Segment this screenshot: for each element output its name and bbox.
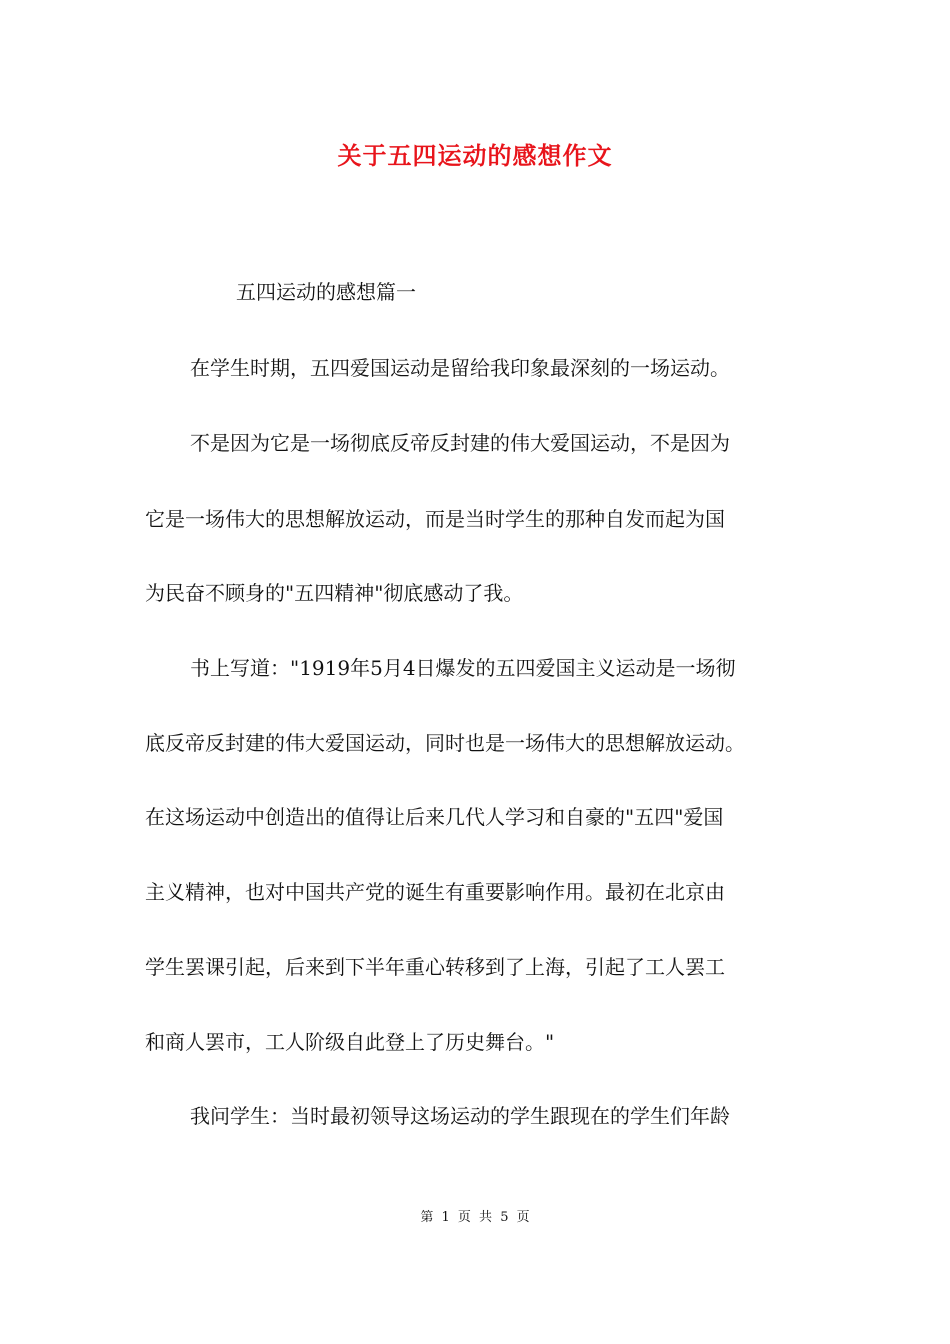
paragraph-line: 和商人罢市，工人阶级自此登上了历史舞台。" [145,1030,555,1054]
paragraph-line: 为民奋不顾身的"五四精神"彻底感动了我。 [145,581,524,605]
paragraph-line: 不是因为它是一场彻底反帝反封建的伟大爱国运动，不是因为 [190,431,730,455]
paragraph-line: 学生罢课引起，后来到下半年重心转移到了上海，引起了工人罢工 [145,955,725,979]
paragraph-line: 底反帝反封建的伟大爱国运动，同时也是一场伟大的思想解放运动。 [145,731,745,755]
document-title: 关于五四运动的感想作文 [337,141,613,170]
page-number-footer: 第 1 页 共 5 页 [420,1210,530,1225]
paragraph-line: 我问学生：当时最初领导这场运动的学生跟现在的学生们年龄 [190,1104,730,1128]
paragraph-line: 在学生时期，五四爱国运动是留给我印象最深刻的一场运动。 [190,356,730,380]
section-heading: 五四运动的感想篇一 [236,280,416,304]
paragraph-line: 书上写道："1919年5月4日爆发的五四爱国主义运动是一场彻 [190,656,736,680]
paragraph-line: 主义精神，也对中国共产党的诞生有重要影响作用。最初在北京由 [145,880,725,904]
paragraph-line: 它是一场伟大的思想解放运动，而是当时学生的那种自发而起为国 [145,507,725,531]
paragraph-line: 在这场运动中创造出的值得让后来几代人学习和自豪的"五四"爱国 [145,805,724,829]
